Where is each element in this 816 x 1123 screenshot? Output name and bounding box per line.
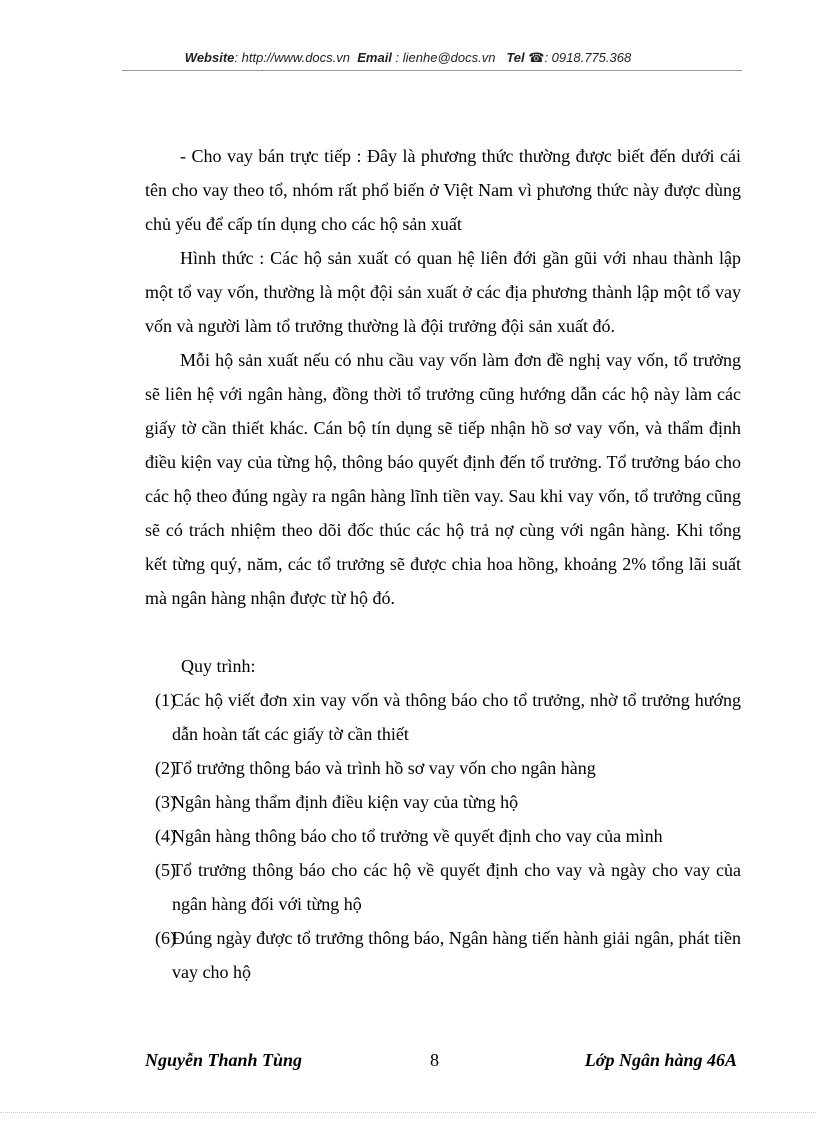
tel-value: : 0918.775.368 [544, 50, 632, 65]
paragraph: - Cho vay bán trực tiếp : Đây là phương thức thường được biết đến dưới cái tên cho vay theo tổ, nhóm rất phổ biến ở Việt Nam vì phương thức này được dùng chủ yếu để cấp tín dụng cho các hộ sản xuất [145, 146, 741, 234]
step-number: (5) [155, 860, 176, 880]
process-step [145, 819, 741, 853]
step-text: Tổ trưởng thông báo và trình hồ sơ vay vốn cho ngân hàng [172, 758, 596, 778]
website-value: : http://www.docs.vn [234, 50, 350, 65]
process-step [145, 921, 741, 989]
step-number: (4) [155, 826, 176, 846]
process-title: Quy trình: [181, 656, 256, 676]
step-text: Các hộ viết đơn xin vay vốn và thông báo cho tổ trưởng, nhờ tổ trưởng hướng dẫn hoàn tất các giấy tờ cần thiết [172, 690, 741, 744]
footer-class-name: Lớp Ngân hàng 46A [584, 1050, 737, 1070]
step-number: (2) [155, 758, 176, 778]
page-body [145, 139, 741, 989]
process-step [145, 785, 741, 819]
step-number: (1) [155, 690, 176, 710]
step-text: Ngân hàng thông báo cho tổ trưởng về quyết định cho vay của mình [172, 826, 663, 846]
process-steps [145, 683, 741, 989]
email-value: : lienhe@docs.vn [395, 50, 496, 65]
bottom-divider [0, 1112, 816, 1113]
tel-label: Tel [506, 50, 525, 65]
step-text: Tổ trưởng thông báo cho các hộ về quyết định cho vay và ngày cho vay của ngân hàng đối với từng hộ [172, 860, 741, 914]
page-header [0, 50, 816, 66]
paragraph: Mỗi hộ sản xuất nếu có nhu cầu vay vốn làm đơn đề nghị vay vốn, tổ trưởng sẽ liên hệ với ngân hàng, đồng thời tổ trưởng cũng hướng dẫn các hộ này làm các giấy tờ cần thiết khác. Cán bộ tín dụng sẽ tiếp nhận hồ sơ vay vốn, và thẩm định điều kiện vay của từng hộ, thông báo quyết định đến tổ trưởng. Tổ trưởng báo cho các hộ theo đúng ngày ra ngân hàng lĩnh tiền vay. Sau khi vay vốn, tổ trưởng cũng sẽ có trách nhiệm theo dõi đốc thúc các hộ trả nợ cùng với ngân hàng. Khi tổng kết từng quý, năm, các tổ trưởng sẽ được chia hoa hồng, khoảng 2% tổng lãi suất mà ngân hàng nhận được từ hộ đó. [145, 350, 741, 608]
process-step [145, 683, 741, 751]
page-number: 8 [430, 1050, 439, 1070]
step-number: (3) [155, 792, 176, 812]
step-number: (6) [155, 928, 176, 948]
header-divider [122, 70, 742, 71]
email-label: Email [357, 50, 392, 65]
website-label: Website [184, 50, 235, 65]
phone-icon: ☎ [528, 50, 545, 65]
process-step [145, 751, 741, 785]
step-text: Đúng ngày được tổ trưởng thông báo, Ngân hàng tiến hành giải ngân, phát tiền vay cho hộ [172, 928, 741, 982]
step-text: Ngân hàng thẩm định điều kiện vay của từng hộ [172, 792, 519, 812]
page-footer [145, 1050, 741, 1076]
footer-author: Nguyễn Thanh Tùng [145, 1050, 303, 1070]
process-step [145, 853, 741, 921]
paragraph: Hình thức : Các hộ sản xuất có quan hệ liên đới gần gũi với nhau thành lập một tổ vay vốn, thường là một đội sản xuất ở các địa phương thành lập một tổ vay vốn và người làm tổ trưởng thường là đội trưởng đội sản xuất đó. [145, 248, 741, 336]
